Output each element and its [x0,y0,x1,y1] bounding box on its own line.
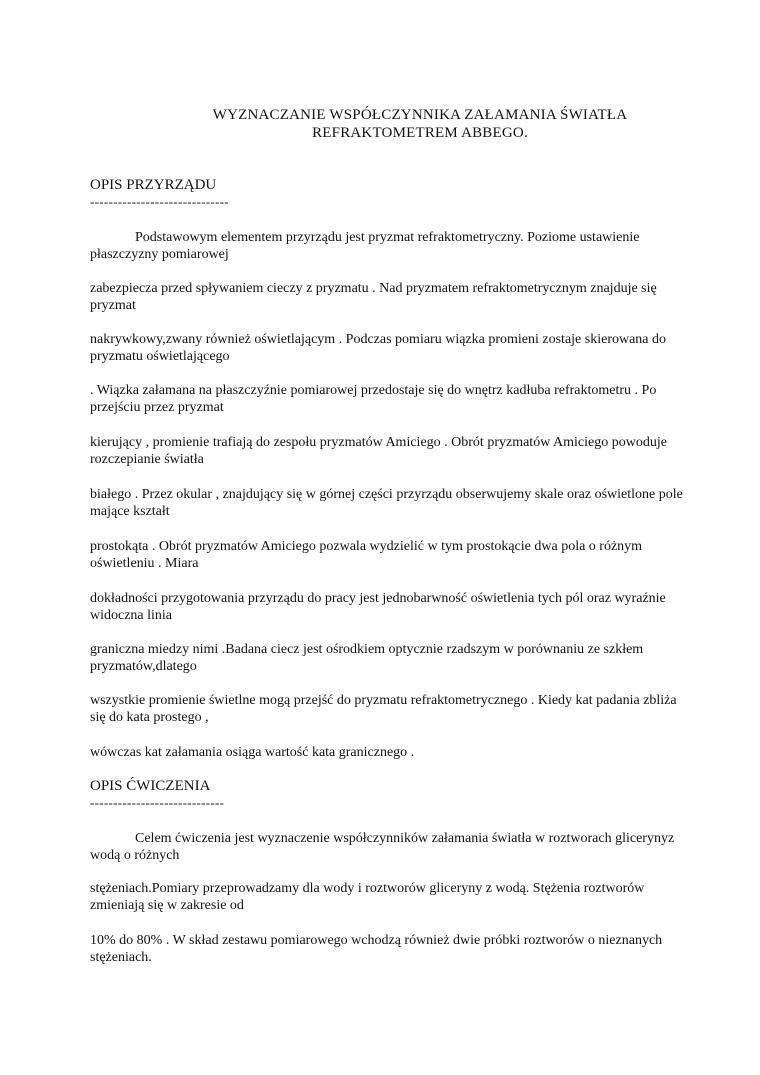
paragraph: białego . Przez okular , znajdujący się w górnej części przyrządu obserwujemy skale oraz oświetlone pole mające kształt [90,487,683,519]
paragraph: Celem ćwiczenia jest wyznaczenie współczynników załamania światła w roztworach glicerynyz wodą o różnych [90,831,675,863]
section-underline: ----------------------------- [90,795,225,810]
title-line-1: WYZNACZANIE WSPÓŁCZYNNIKA ZAŁAMANIA ŚWIATŁA [212,107,628,123]
paragraph: nakrywkowy,zwany również oświetlającym . Podczas pomiaru wiązka promieni zostaje skierowana do pryzmatu oświetlającego [90,332,667,364]
paragraph: Podstawowym elementem przyrządu jest pryzmat refraktometryczny. Poziome ustawienie płaszczyzny pomiarowej [90,230,640,262]
paragraph: 10% do 80% . W skład zestawu pomiarowego wchodzą również dwie próbki roztworów o nieznanych stężeniach. [90,933,663,965]
section-heading-device: OPIS PRZYRZĄDU [90,177,217,193]
section-heading-exercise: OPIS ĆWICZENIA [90,778,211,794]
paragraph: wszystkie promienie świetlne mogą przejść do pryzmatu refraktometrycznego . Kiedy kat padania zbliża się do kata prostego , [90,693,677,725]
paragraph: prostokąta . Obrót pryzmatów Amiciego pozwala wydzielić w tym prostokącie dwa pola o różnym oświetleniu . Miara [90,539,643,571]
paragraph: zabezpiecza przed spływaniem cieczy z pryzmatu . Nad pryzmatem refraktometrycznym znajduje się pryzmat [90,281,657,313]
section-underline: ------------------------------ [90,194,229,209]
paragraph: dokładności przygotowania przyrządu do pracy jest jednobarwność oświetlenia tych pól oraz wyraźnie widoczna linia [90,591,666,623]
paragraph: kierujący , promienie trafiają do zespołu pryzmatów Amiciego . Obrót pryzmatów Amiciego powoduje rozczepianie światła [90,435,667,467]
paragraph: stężeniach.Pomiary przeprowadzamy dla wody i roztworów gliceryny z wodą. Stężenia roztworów zmieniają się w zakresie od [90,881,645,913]
paragraph: wówczas kat załamania osiąga wartość kata granicznego . [90,745,415,760]
paragraph: graniczna miedzy nimi .Badana ciecz jest ośrodkiem optycznie rzadszym w porównaniu ze szkłem pryzmatów,dlatego [90,642,644,674]
paragraph: . Wiązka załamana na płaszczyźnie pomiarowej przedostaje się do wnętrz kadłuba refraktometru . Po przejściu przez pryzmat [90,383,657,415]
document-title [150,106,690,142]
title-line-2: REFRAKTOMETREM ABBEGO. [312,125,528,141]
